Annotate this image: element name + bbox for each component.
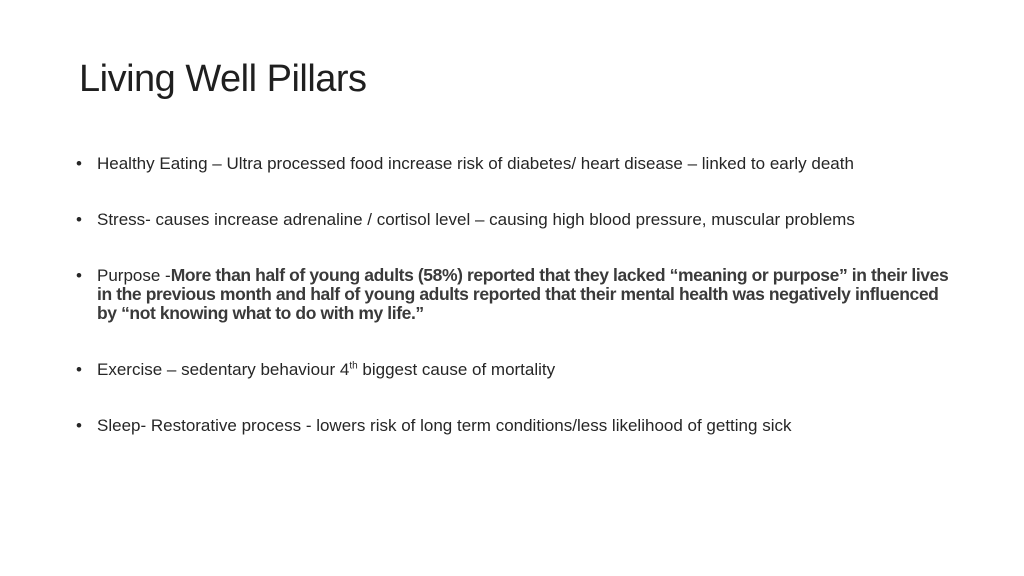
bullet-text: Healthy Eating – Ultra processed food increase risk of diabetes/ heart disease – linked to early death <box>97 154 854 173</box>
bullet-text: Stress- causes increase adrenaline / cortisol level – causing high blood pressure, muscular problems <box>97 210 855 229</box>
slide-title: Living Well Pillars <box>79 58 367 100</box>
bullet-emphasis-quote: More than half of young adults (58%) reported that they lacked “meaning or purpose” in their lives in the previous month and half of young adults reported that their mental health was negatively influenced by “not knowing what to do with my life.” <box>97 265 949 323</box>
bullet-sleep <box>76 416 956 435</box>
bullet-prefix: Purpose - <box>97 266 171 285</box>
bullet-dot-icon: • <box>76 266 82 285</box>
bullet-dot-icon: • <box>76 416 82 435</box>
bullet-list <box>76 154 956 435</box>
bullet-healthy-eating <box>76 154 956 173</box>
bullet-exercise <box>76 360 956 379</box>
bullet-text: Sleep- Restorative process - lowers risk of long term conditions/less likelihood of getting sick <box>97 416 792 435</box>
bullet-dot-icon: • <box>76 360 82 379</box>
bullet-dot-icon: • <box>76 154 82 173</box>
bullet-stress <box>76 210 956 229</box>
bullet-prefix: Exercise – sedentary behaviour 4 <box>97 360 350 379</box>
bullet-superscript: th <box>349 360 358 372</box>
bullet-suffix: biggest cause of mortality <box>357 360 556 379</box>
bullet-purpose <box>76 266 956 323</box>
bullet-dot-icon: • <box>76 210 82 229</box>
